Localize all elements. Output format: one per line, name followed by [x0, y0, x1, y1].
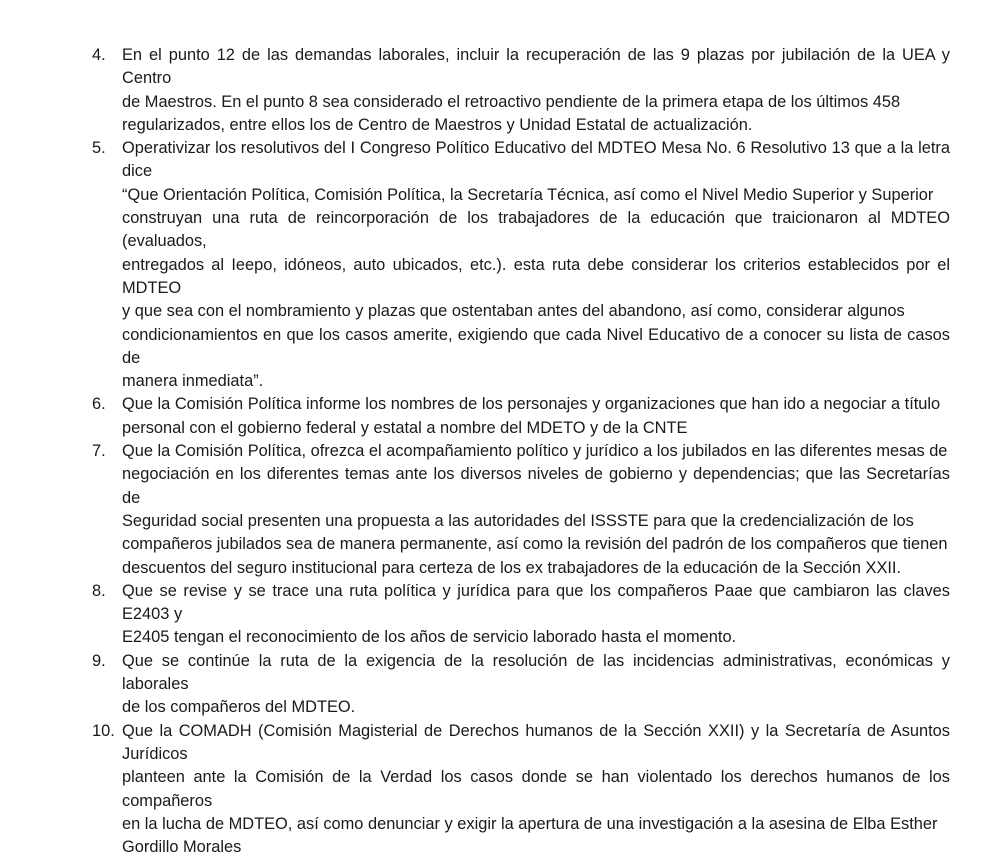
numbered-list [0, 44, 950, 859]
item-text: Que se revise y se trace una ruta política y jurídica para que los compañeros Paae que cambiaron las claves E2403 y E2405 tengan el reconocimiento de los años de servicio laborado hasta el momento. [122, 581, 950, 647]
item-text: Que se continúe la ruta de la exigencia de la resolución de las incidencias administrativas, económicas y laborales de los compañeros del MDTEO. [122, 651, 950, 717]
item-text: Que la Comisión Política, ofrezca el acompañamiento político y jurídico a los jubilados en las diferentes mesas de negociación en los diferentes temas ante los diversos niveles de gobierno y dependencias; que las Secretarías de Seguridad social presenten una propuesta a las autoridades del ISSSTE para que la credencialización de los compañeros jubilados sea de manera permanente, así como la revisión del padrón de los compañeros que tienen descuentos del seguro institucional para certeza de los ex trabajadores de la educación de la Sección XXII. [122, 442, 950, 577]
item-text: En el punto 12 de las demandas laborales, incluir la recuperación de las 9 plazas por jubilación de la UEA y Centro de Maestros. En el punto 8 sea considerado el retroactivo pendiente de la primera etapa de los últimos 458 regularizados, entre ellos los de Centro de Maestros y Unidad Estatal de actualización. [122, 46, 950, 134]
item-number: 7. [92, 442, 106, 461]
item-number: 8. [92, 581, 106, 600]
item-number: 6. [92, 395, 106, 414]
item-number: 9. [92, 651, 106, 670]
list-item [0, 440, 950, 580]
list-item [0, 650, 950, 720]
list-item [0, 137, 950, 393]
item-text: Que la COMADH (Comisión Magisterial de Derechos humanos de la Sección XXII) y la Secretaría de Asuntos Jurídicos planteen ante la Comisión de la Verdad los casos donde se han violentado los derechos humanos de los compañeros en la lucha de MDTEO, así como denunciar y exigir la apertura de una investigación a la asesina de Elba Esther Gordillo Morales [122, 721, 950, 857]
item-text: Operativizar los resolutivos del I Congreso Político Educativo del MDTEO Mesa No. 6 Resolutivo 13 que a la letra dice “Que Orientación Política, Comisión Política, la Secretaría Técnica, así como el Nivel Medio Superior y Superior construyan una ruta de reincorporación de los trabajadores de la educación que traicionaron al MDTEO (evaluados, entregados al Ieepo, idóneos, auto ubicados, etc.). esta ruta debe considerar los criterios establecidos por el MDTEO y que sea con el nombramiento y plazas que ostentaban antes del abandono, así como, considerar algunos condicionamientos en que los casos amerite, exigiendo que cada Nivel Educativo de a conocer su lista de casos de manera inmediata”. [122, 139, 950, 391]
item-number: 4. [92, 46, 106, 64]
item-number: 10. [92, 721, 115, 740]
list-item [0, 44, 950, 137]
list-item [0, 580, 950, 650]
list-item [0, 720, 950, 859]
list-item [0, 393, 950, 440]
item-number: 5. [92, 139, 106, 158]
item-text: Que la Comisión Política informe los nombres de los personajes y organizaciones que han ido a negociar a título personal con el gobierno federal y estatal a nombre del MDETO y de la CNTE [122, 395, 941, 437]
